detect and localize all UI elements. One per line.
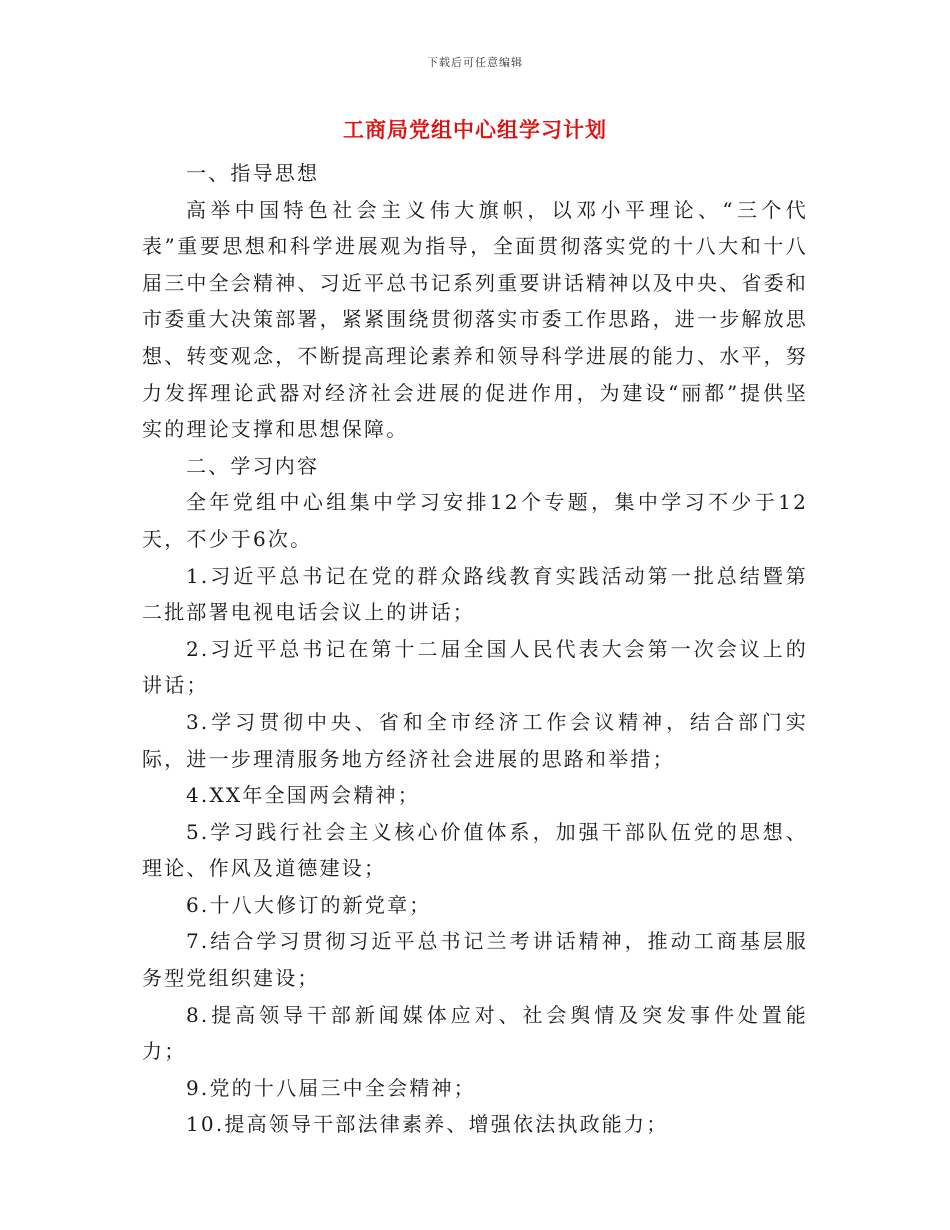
list-item: 2.习近平总书记在第十二届全国人民代表大会第一次会议上的讲话； (142, 636, 808, 698)
paragraph-study-arrangement: 全年党组中心组集中学习安排12个专题，集中学习不少于12天，不少于6次。 (142, 490, 808, 551)
document-title: 工商局党组中心组学习计划 (343, 118, 607, 142)
list-item: 6.十八大修订的新党章； (186, 892, 432, 917)
list-item: 8.提高领导干部新闻媒体应对、社会舆情及突发事件处置能力； (142, 1002, 808, 1064)
list-item: 1.习近平总书记在党的群众路线教育实践活动第一批总结暨第二批部署电视电话会议上的讲话； (142, 563, 808, 625)
section-heading-study-content: 二、学习内容 (186, 453, 320, 478)
paragraph-guiding-ideology: 高举中国特色社会主义伟大旗帜，以邓小平理论、“三个代表”重要思想和科学进展观为指导，全面贯彻落实党的十八大和十八届三中全会精神、习近平总书记系列重要讲话精神以及中央、省委和市委重大决策部署，紧紧围绕贯彻落实市委工作思路，进一步解放思想、转变观念，不断提高理论素养和领导科学进展的能力、水平，努力发挥理论武器对经济社会进展的促进作用，为建设“丽都”提供坚实的理论支撑和思想保障。 (142, 197, 808, 442)
list-item: 5.学习践行社会主义核心价值体系，加强干部队伍党的思想、理论、作风及道德建设； (142, 819, 808, 881)
list-item: 3.学习贯彻中央、省和全市经济工作会议精神，结合部门实际，进一步理清服务地方经济社会进展的思路和举措； (142, 709, 808, 771)
header-note: 下载后可任意编辑 (427, 56, 523, 69)
list-item: 4.XX年全国两会精神； (186, 783, 420, 808)
document-body (142, 155, 808, 1143)
list-item: 7.结合学习贯彻习近平总书记兰考讲话精神，推动工商基层服务型党组织建设； (142, 929, 808, 991)
list-item: 9.党的十八届三中全会精神； (186, 1075, 476, 1100)
list-item: 10.提高领导干部法律素养、增强依法执政能力； (186, 1112, 669, 1137)
section-heading-guiding-ideology: 一、指导思想 (186, 161, 320, 185)
